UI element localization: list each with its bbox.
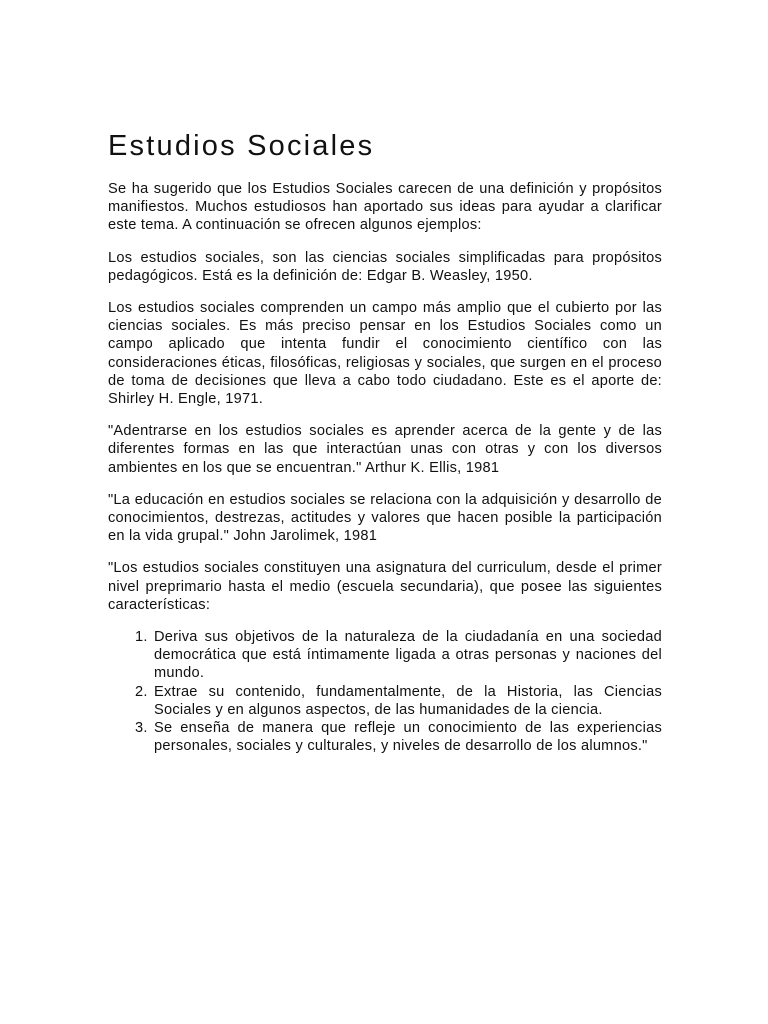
document-page (108, 126, 662, 755)
paragraph-engle: Los estudios sociales comprenden un campo más amplio que el cubierto por las ciencias sociales. Es más preciso pensar en los Estudios Sociales como un campo aplicado que intenta fundir el conocimiento científico con las consideraciones éticas, filosóficas, religiosas y sociales, que surgen en el proceso de toma de decisiones que lleva a cabo todo ciudadano. Este es el aporte de: Shirley H. Engle, 1971. (108, 300, 662, 408)
paragraph-intro: Se ha sugerido que los Estudios Sociales carecen de una definición y propósitos manifiestos. Muchos estudiosos han aportado sus ideas para ayudar a clarificar este tema. A continuación se ofrecen algunos ejemplos: (108, 181, 662, 234)
paragraph-ellis: "Adentrarse en los estudios sociales es aprender acerca de la gente y de las diferentes formas en las que interactúan unas con otras y con los diversos ambientes en los que se encuentran." Arthur K. Ellis, 1981 (108, 423, 662, 476)
paragraph-jarolimek: "La educación en estudios sociales se relaciona con la adquisición y desarrollo de conocimientos, destrezas, actitudes y valores que hacen posible la participación en la vida grupal." John Jarolimek, 1981 (108, 491, 662, 545)
document-title: Estudios Sociales (108, 130, 375, 162)
paragraph-curriculum: "Los estudios sociales constituyen una asignatura del curriculum, desde el primer nivel preprimario hasta el medio (escuela secundaria), que posee las siguientes características: (108, 560, 662, 613)
characteristics-list (108, 628, 662, 755)
list-item: 2. Extrae su contenido, fundamentalmente, de la Historia, las Ciencias Sociales y en algunos aspectos, de las humanidades de la ciencia. (152, 683, 662, 719)
list-item: 1. Deriva sus objetivos de la naturaleza de la ciudadanía en una sociedad democrática que está íntimamente ligada a otras personas y naciones del mundo. (152, 628, 662, 683)
paragraph-weasley: Los estudios sociales, son las ciencias sociales simplificadas para propósitos pedagógicos. Está es la definición de: Edgar B. Weasley, 1950. (108, 249, 662, 284)
list-item: 3. Se enseña de manera que refleje un conocimiento de las experiencias personales, sociales y culturales, y niveles de desarrollo de los alumnos." (152, 719, 662, 755)
